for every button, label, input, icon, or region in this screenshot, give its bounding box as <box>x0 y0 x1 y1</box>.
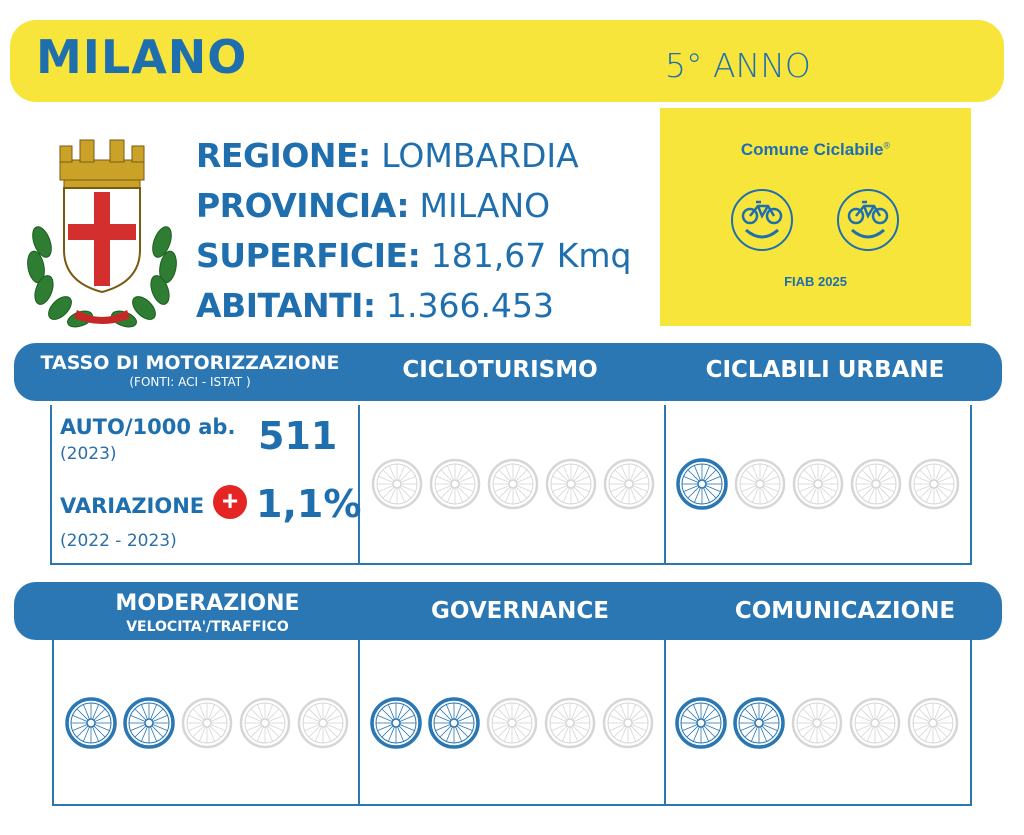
moderazione-title: MODERAZIONE <box>115 591 300 616</box>
governance-title: GOVERNANCE <box>431 598 609 624</box>
plus-icon: + <box>213 485 247 519</box>
bike-wheel-inactive-icon <box>486 457 540 511</box>
info-label: PROVINCIA: <box>196 186 410 225</box>
bike-wheel-inactive-icon <box>849 457 903 511</box>
moderazione-subtitle: VELOCITA'/TRAFFICO <box>126 619 289 635</box>
bike-wheel-inactive-icon <box>602 457 656 511</box>
milano-coat-of-arms-icon <box>22 132 182 332</box>
bike-wheel-active-icon <box>675 457 729 511</box>
bike-wheel-inactive-icon <box>428 457 482 511</box>
bike-wheel-active-icon <box>369 696 423 750</box>
city-name: MILANO <box>36 30 248 84</box>
info-label: SUPERFICIE: <box>196 236 421 275</box>
smiling-bike-icon <box>730 188 794 252</box>
bike-wheel-inactive-icon <box>791 457 845 511</box>
ciclabili-title: CICLABILI URBANE <box>705 357 945 383</box>
bike-wheel-inactive-icon <box>848 696 902 750</box>
badge-title-text: Comune Ciclabile <box>740 140 884 159</box>
bike-wheel-inactive-icon <box>733 457 787 511</box>
variation-label: VARIAZIONE <box>60 494 205 518</box>
auto-year: (2023) <box>60 444 117 464</box>
info-label: ABITANTI: <box>196 286 376 325</box>
variation-value: 1,1% <box>256 482 362 526</box>
info-row-regione <box>196 132 631 182</box>
auto-value: 511 <box>258 414 338 458</box>
variation-period: (2022 - 2023) <box>60 531 177 551</box>
bike-wheel-inactive-icon <box>790 696 844 750</box>
bike-wheel-inactive-icon <box>180 696 234 750</box>
bike-wheel-inactive-icon <box>544 457 598 511</box>
comunicazione-title: COMUNICAZIONE <box>734 598 956 624</box>
info-value: LOMBARDIA <box>370 136 579 175</box>
bike-wheel-inactive-icon <box>907 457 961 511</box>
bike-wheel-inactive-icon <box>238 696 292 750</box>
bike-wheel-active-icon <box>674 696 728 750</box>
motorization-sources: (FONTI: ACI - ISTAT ) <box>129 375 251 389</box>
info-label: REGIONE: <box>196 136 371 175</box>
bike-wheel-inactive-icon <box>296 696 350 750</box>
info-value: MILANO <box>409 186 551 225</box>
auto-label: AUTO/1000 ab. <box>60 415 236 439</box>
cicloturismo-title: CICLOTURISMO <box>402 357 598 383</box>
registered-mark: ® <box>883 140 891 151</box>
edition-label: 5° ANNO <box>665 46 811 85</box>
bike-wheel-inactive-icon <box>601 696 655 750</box>
info-row-provincia <box>196 182 631 232</box>
bike-wheel-active-icon <box>122 696 176 750</box>
info-value: 181,67 Kmq <box>420 236 632 275</box>
bike-wheel-inactive-icon <box>543 696 597 750</box>
info-row-superficie <box>196 232 631 282</box>
bike-wheel-inactive-icon <box>370 457 424 511</box>
bike-wheel-active-icon <box>64 696 118 750</box>
comune-ciclabile-badge <box>660 108 971 326</box>
info-row-abitanti <box>196 282 631 332</box>
info-value: 1.366.453 <box>375 286 555 325</box>
city-info <box>196 132 631 332</box>
bike-wheel-active-icon <box>427 696 481 750</box>
bike-wheel-inactive-icon <box>906 696 960 750</box>
badge-title <box>660 140 971 160</box>
bike-wheel-inactive-icon <box>485 696 539 750</box>
motorization-title: TASSO DI MOTORIZZAZIONE <box>40 352 340 374</box>
badge-year: FIAB 2025 <box>784 274 847 289</box>
smiling-bike-icon <box>836 188 900 252</box>
bike-wheel-active-icon <box>732 696 786 750</box>
